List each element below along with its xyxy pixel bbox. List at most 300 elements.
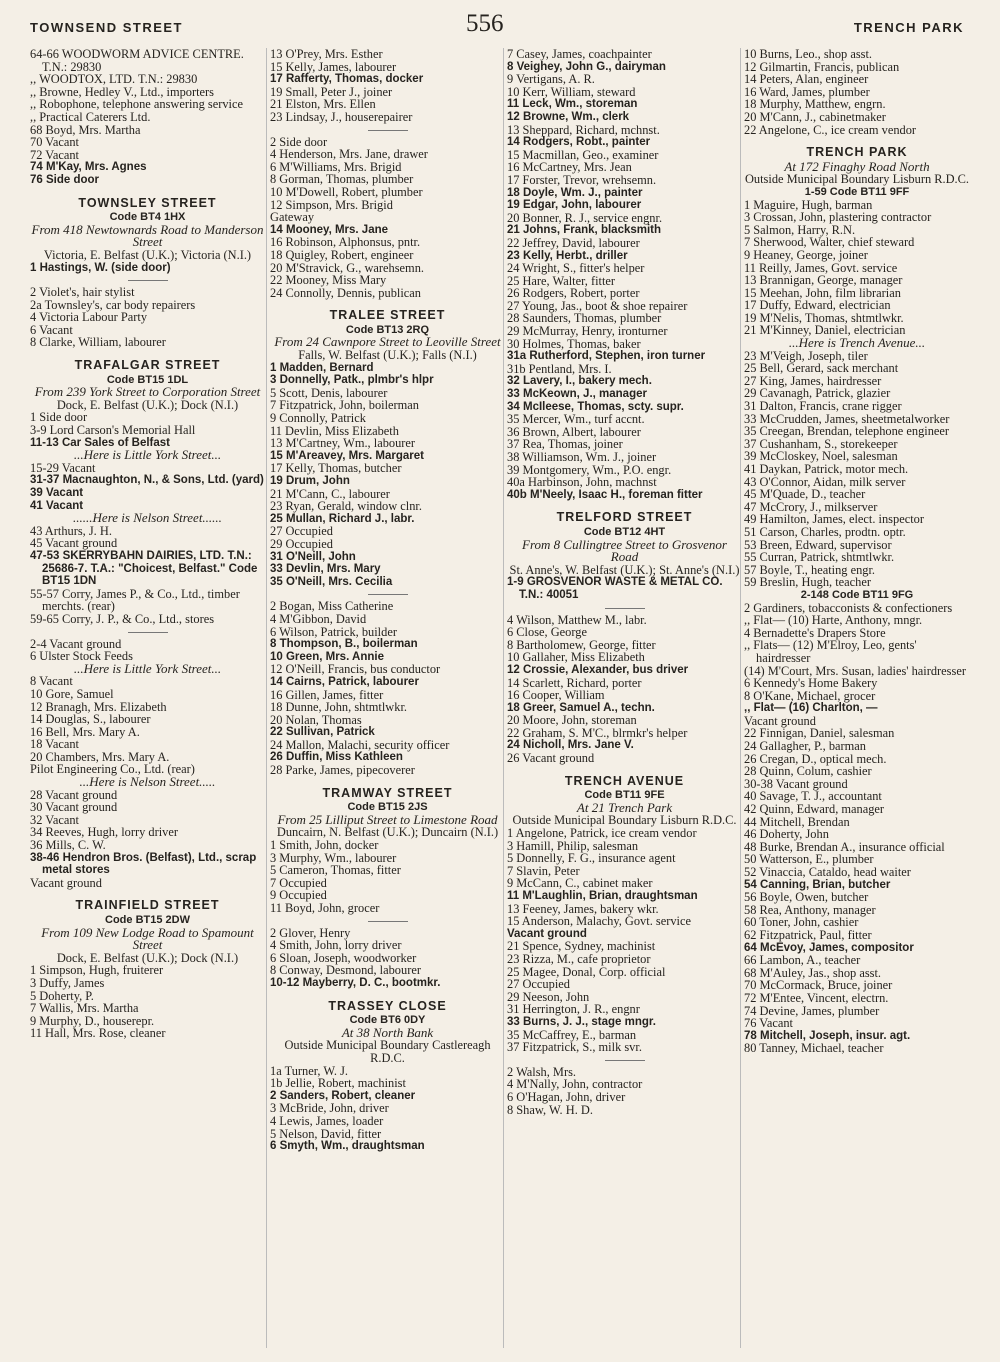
directory-entry: 23 Ryan, Gerald, window clnr. [270, 499, 422, 514]
directory-entry: 2 Side door [270, 134, 328, 149]
directory-entry: 21 M'Kinney, Daniel, electrician [744, 323, 906, 338]
directory-entry-bold: 11 M'Laughlin, Brian, draughtsman [507, 890, 698, 902]
directory-entry: 18 Murphy, Matthew, engrn. [744, 97, 886, 112]
directory-entry: 3 Crossan, John, plastering contractor [744, 210, 932, 225]
directory-entry: 4 M'Nally, John, contractor [507, 1077, 643, 1092]
directory-entry-bold: 39 Vacant [30, 487, 84, 499]
postcode: 2-148 Code BT11 9FG [800, 588, 914, 601]
directory-entry: 16 Robinson, Alphonsus, pntr. [270, 235, 421, 250]
directory-entry: 1 Simpson, Hugh, fruiterer [30, 963, 164, 978]
postcode: Code BT13 2RQ [345, 323, 430, 336]
street-location: ...Here is Little York Street... [73, 447, 222, 463]
directory-entry-bold: 1 Madden, Bernard [270, 361, 374, 374]
directory-entry-bold: 19 Drum, John [270, 475, 350, 487]
directory-entry: 21 Elston, Mrs. Ellen [270, 97, 376, 112]
directory-entry: 22 Finnigan, Daniel, salesman [744, 726, 895, 741]
directory-entry: 2 Gardiners, tobacconists & confectioners [744, 600, 953, 615]
directory-entry: 25 Hare, Walter, fitter [507, 273, 616, 288]
postcode: Code BT15 2JS [347, 801, 428, 814]
directory-entry-bold: 64 McEvoy, James, compositor [744, 941, 914, 954]
directory-entry: 24 Mallon, Malachi, security officer [270, 737, 450, 752]
directory-entry-bold: 14 Cairns, Patrick, labourer [270, 675, 419, 688]
directory-entry-bold: 23 Kelly, Herbt., driller [507, 249, 628, 262]
directory-entry: 16 Cooper, William [507, 688, 605, 703]
directory-entry: 49 Hamilton, James, elect. inspector [744, 512, 924, 527]
directory-entry: 23 Rizza, M., cafe proprietor [507, 951, 651, 966]
directory-entry-bold: 2 Sanders, Robert, cleaner [270, 1089, 416, 1102]
directory-entry-bold: 47-53 SKERRYBAHN DAIRIES, LTD. T.N.: 25686-7. T.A.: "Choicest, Belfast." Code BT15 1DN [30, 549, 258, 588]
directory-entry: 24 Connolly, Dennis, publican [270, 285, 421, 300]
directory-entry: 35 Creegan, Brendan, telephone engineer [744, 424, 950, 439]
directory-entry: 8 Conway, Desmond, labourer [270, 963, 421, 978]
street-location: ...Here is Trench Avenue... [788, 335, 926, 351]
directory-entry-bold: 14 Rodgers, Robt., painter [507, 136, 651, 149]
directory-entry: 37 Cushanham, S., storekeeper [744, 436, 898, 451]
directory-entry-bold: 1-9 GROSVENOR WASTE & METAL CO. T.N.: 40051 [507, 576, 723, 601]
directory-entry: 8 Bartholomew, George, fitter [507, 637, 656, 652]
directory-entry: 2 Glover, Henry [270, 925, 351, 940]
directory-entry-bold: 18 Greer, Samuel A., techn. [507, 701, 655, 714]
directory-entry: 60 Toner, John, cashier [744, 915, 859, 930]
directory-entry: 59 Breslin, Hugh, teacher [744, 575, 871, 590]
directory-entry: 12 Simpson, Mrs. Brigid [270, 197, 393, 212]
column-4 [740, 48, 970, 1348]
directory-entry: 41 Daykan, Patrick, motor mech. [744, 462, 909, 476]
directory-entry: 21 M'Cann, C., labourer [270, 486, 390, 501]
directory-entry: 80 Tanney, Michael, teacher [744, 1041, 884, 1056]
directory-entry-bold: 54 Canning, Brian, butcher [744, 878, 891, 891]
directory-entry: 35 McCaffrey, E., barman [507, 1027, 637, 1042]
directory-entry: 12 Branagh, Mrs. Elizabeth [30, 699, 167, 714]
directory-entry: 72 M'Entee, Vincent, electrn. [744, 990, 889, 1005]
directory-entry: 8 Shaw, W. H. D. [507, 1102, 593, 1117]
directory-entry: 11 Devlin, Miss Elizabeth [270, 423, 399, 438]
street-location: At 38 North Bank [341, 1024, 434, 1040]
directory-entry: 70 McCormack, Bruce, joiner [744, 978, 893, 993]
directory-entry: 11 Hall, Mrs. Rose, cleaner [30, 1026, 166, 1041]
column-3 [503, 48, 742, 1348]
street-location: From 24 Cawnpore Street to Leoville Street [274, 334, 501, 350]
directory-entry: 1 Smith, John, docker [270, 838, 379, 853]
street-heading: TRAINFIELD STREET [75, 898, 220, 913]
directory-entry: 28 Saunders, Thomas, plumber [507, 311, 662, 326]
directory-entry: 6 Kennedy's Home Bakery [744, 676, 878, 691]
directory-entry: 51 Carson, Charles, prodtn. optr. [744, 524, 906, 539]
directory-entry: 47 McCrory, J., milkserver [744, 499, 878, 514]
postcode: Code BT15 1DL [106, 373, 189, 386]
directory-entry-bold: ,, Flat— (16) Charlton, — [744, 702, 878, 715]
directory-entry: 3 Duffy, James [30, 975, 105, 990]
column-1 [30, 48, 265, 1348]
directory-entry: 7 Slavin, Peter [507, 863, 580, 878]
directory-entry: 68 Boyd, Mrs. Martha [30, 122, 141, 137]
postcode: Code BT4 1HX [109, 211, 186, 224]
directory-entry: 16 Bell, Mrs. Mary A. [30, 724, 140, 739]
directory-entry: 22 Mooney, Miss Mary [270, 273, 387, 288]
directory-entry: 13 Feeney, James, bakery wkr. [507, 901, 659, 916]
directory-entry-bold: 3 Donnelly, Patk., plmbr's hlpr [270, 374, 434, 387]
directory-entry: 14 Douglas, S., labourer [30, 712, 151, 727]
directory-entry: 5 Nelson, David, fitter [270, 1126, 382, 1141]
directory-entry: 25 Bell, Gerard, sack merchant [744, 361, 899, 376]
directory-entry: 34 Reeves, Hugh, lorry driver [30, 825, 178, 840]
directory-entry: 17 Kelly, Thomas, butcher [270, 461, 402, 476]
directory-entry: 6 Wilson, Patrick, builder [270, 624, 397, 639]
directory-entry: 20 Chambers, Mrs. Mary A. [30, 749, 170, 764]
directory-entry-bold: 38-46 Hendron Bros. (Belfast), Ltd., scrap metal stores [30, 851, 257, 877]
directory-entry-bold: 76 Side door [30, 173, 100, 186]
directory-entry: 6 Vacant [30, 322, 73, 337]
directory-entry: 2 Walsh, Mrs. [507, 1064, 576, 1079]
directory-entry: 44 Mitchell, Brendan [744, 814, 850, 829]
directory-entry: 16 Gillen, James, fitter [270, 687, 384, 702]
directory-entry: 10 Kerr, William, steward [507, 84, 636, 99]
directory-entry: 39 Montgomery, Wm., P.O. engr. [507, 462, 672, 477]
directory-entry: 22 Angelone, C., ice cream vendor [744, 122, 917, 137]
directory-entry: ,, Practical Caterers Ltd. [30, 109, 151, 124]
street-heading: TRALEE STREET [329, 308, 446, 323]
directory-entry: 4 Wilson, Matthew M., labr. [507, 612, 647, 627]
directory-entry: 29 McMurray, Henry, ironturner [507, 324, 668, 339]
directory-entry: 26 Cregan, D., optical mech. [744, 751, 887, 766]
directory-entry: 30 Holmes, Thomas, baker [507, 336, 641, 351]
running-head-right: TRENCH PARK [853, 20, 964, 35]
directory-entry: 46 Doherty, John [744, 827, 829, 842]
directory-entry: 27 Young, Jas., boot & shoe repairer [507, 298, 688, 313]
directory-entry: 10 Burns, Leo., shop asst. [744, 48, 873, 61]
directory-entry-bold: 21 Johns, Frank, blacksmith [507, 224, 662, 237]
directory-entry: 5 Cameron, Thomas, fitter [270, 863, 401, 878]
directory-entry: 4 M'Gibbon, David [270, 611, 367, 626]
directory-entry: 62 Fitzpatrick, Paul, fitter [744, 927, 872, 942]
directory-entry: 53 Breen, Edward, supervisor [744, 537, 892, 552]
directory-entry: 14 Scarlett, Richard, porter [507, 675, 642, 690]
directory-entry: 8 Clarke, William, labourer [30, 335, 166, 350]
street-location: From 109 New Lodge Road to Spamount Street [41, 924, 254, 953]
directory-entry: 29 Cavanagh, Patrick, glazier [744, 386, 891, 401]
directory-entry: 6 O'Hagan, John, driver [507, 1089, 626, 1104]
directory-entry: Vacant ground [30, 875, 102, 890]
directory-entry: 9 Occupied [270, 888, 327, 903]
directory-entry-bold: 6 Smyth, Wm., draughtsman [270, 1140, 425, 1153]
street-heading: TRELFORD STREET [556, 510, 693, 525]
directory-entry: 7 Sherwood, Walter, chief steward [744, 235, 915, 250]
directory-entry: 6 Ulster Stock Feeds [30, 649, 133, 664]
directory-entry-bold: 14 Mooney, Mrs. Jane [270, 223, 389, 236]
directory-entry: 13 O'Prey, Mrs. Esther [270, 48, 383, 61]
constituency-line: Outside Municipal Boundary Lisburn R.D.C. [512, 813, 737, 828]
directory-entry-bold: 32 Lavery, I., bakery mech. [507, 375, 652, 388]
directory-entry: 9 McCann, C., cabinet maker [507, 876, 653, 891]
separator-rule [368, 130, 408, 131]
directory-entry: 58 Rea, Anthony, manager [744, 902, 876, 917]
street-location: ...Here is Little York Street... [73, 660, 222, 676]
directory-entry: 14 Peters, Alan, engineer [744, 72, 869, 87]
constituency-line: Outside Municipal Boundary Lisburn R.D.C. [744, 172, 970, 187]
directory-entry-bold: 35 O'Neill, Mrs. Cecilia [270, 575, 393, 588]
directory-entry: 9 Murphy, D., houserepr. [30, 1013, 155, 1028]
directory-entry: 56 Boyle, Owen, butcher [744, 890, 869, 905]
directory-entry-bold: 8 Thompson, B., boilerman [270, 638, 418, 651]
directory-entry: 1b Jellie, Robert, machinist [270, 1076, 406, 1091]
directory-entry: 18 Vacant [30, 737, 79, 752]
directory-entry-bold: 10 Green, Mrs. Annie [270, 650, 384, 663]
directory-entry-bold: 11-13 Car Sales of Belfast [30, 436, 170, 449]
directory-entry: 28 Parke, James, pipecoverer [270, 763, 415, 778]
directory-entry: 59-65 Corry, J. P., & Co., Ltd., stores [30, 611, 215, 626]
directory-entry: 37 Rea, Thomas, joiner [507, 437, 623, 452]
directory-entry: 11 Boyd, John, grocer [270, 901, 380, 915]
directory-entry: 1 Maguire, Hugh, barman [744, 197, 873, 212]
directory-entry: 3-9 Lord Carson's Memorial Hall [30, 423, 196, 438]
directory-entry: 2a Townsley's, car body repairers [30, 297, 196, 312]
directory-entry: 10 Gore, Samuel [30, 686, 114, 701]
directory-entry-bold: 33 McKeown, J., manager [507, 388, 647, 401]
directory-entry-bold: 8 Veighey, John G., dairyman [507, 60, 666, 73]
directory-entry: (14) M'Court, Mrs. Susan, ladies' hairdresser [744, 663, 966, 678]
directory-entry-bold: 31-37 Macnaughton, N., & Sons, Ltd. (yard) [30, 474, 264, 487]
directory-entry: 36 Mills, C. W. [30, 838, 106, 853]
street-location: From 25 Lilliput Street to Limestone Road [277, 811, 498, 827]
directory-entry: ,, WOODTOX, LTD. T.N.: 29830 [30, 72, 198, 87]
directory-entry: 37 Fitzpatrick, S., milk svr. [507, 1040, 642, 1055]
postcode: Code BT6 0DY [349, 1014, 426, 1027]
directory-entry-bold: 78 Mitchell, Joseph, insur. agt. [744, 1029, 911, 1042]
directory-entry: 24 Gallagher, P., barman [744, 739, 866, 754]
separator-rule [605, 608, 645, 609]
directory-entry: Vacant ground [744, 713, 816, 728]
directory-entry: 29 Occupied [270, 536, 333, 551]
directory-entry: 42 Quinn, Edward, manager [744, 802, 885, 817]
directory-entry: 74 Devine, James, plumber [744, 1003, 880, 1018]
directory-entry-bold: 34 McIleese, Thomas, scty. supr. [507, 400, 684, 413]
street-location: From 8 Cullingtree Street to Grosvenor Road [522, 536, 727, 565]
directory-entry: 45 M'Quade, D., teacher [744, 487, 866, 502]
directory-entry: 15 Anderson, Malachy, Govt. service [507, 914, 691, 929]
directory-entry: 23 M'Veigh, Joseph, tiler [744, 348, 868, 363]
directory-entry: 12 O'Neill, Francis, bus conductor [270, 662, 441, 677]
directory-entry: 48 Burke, Brendan A., insurance official [744, 839, 945, 854]
directory-entry: 2-4 Vacant ground [30, 636, 122, 651]
postcode: Code BT12 4HT [583, 525, 666, 538]
directory-entry: 20 Nolan, Thomas [270, 712, 362, 727]
constituency-line: Victoria, E. Belfast (U.K.); Victoria (N.I.) [43, 247, 252, 262]
directory-entry: 1 Angelone, Patrick, ice cream vendor [507, 826, 697, 841]
directory-entry: 12 Gilmartin, Francis, publican [744, 59, 900, 74]
directory-entry: 6 Close, George [507, 625, 587, 640]
street-heading: TRENCH AVENUE [564, 773, 685, 788]
directory-entry: 70 Vacant [30, 135, 79, 150]
directory-entry: 22 Jeffrey, David, labourer [507, 235, 640, 250]
separator-rule [368, 594, 408, 595]
directory-entry: 7 Occupied [270, 875, 327, 890]
directory-entry: 4 Lewis, James, loader [270, 1113, 384, 1128]
directory-entry: 30-38 Vacant ground [744, 776, 848, 791]
directory-entry: 11 Reilly, James, Govt. service [744, 260, 898, 275]
page-header [0, 0, 1000, 44]
directory-entry: Pilot Engineering Co., Ltd. (rear) [30, 762, 195, 777]
directory-entry: 26 Vacant ground [507, 751, 595, 766]
directory-entry: 3 Hamill, Philip, salesman [507, 838, 639, 853]
directory-entry: 2 Bogan, Miss Catherine [270, 599, 394, 614]
directory-entry-bold: Vacant ground [507, 927, 587, 940]
directory-entry-bold: 10-12 Mayberry, D. C., bootmkr. [270, 976, 441, 989]
directory-entry: 20 M'Cann, J., cabinetmaker [744, 109, 886, 124]
separator-rule [128, 632, 168, 633]
directory-entry: 1a Turner, W. J. [270, 1063, 348, 1078]
directory-entry: 76 Vacant [744, 1016, 793, 1031]
constituency-line: Duncairn, N. Belfast (U.K.); Duncairn (N.I.) [276, 825, 499, 840]
directory-entry: 17 Duffy, Edward, electrician [744, 298, 891, 313]
directory-entry: 5 Donnelly, F. G., insurance agent [507, 851, 676, 866]
directory-entry: 5 Scott, Denis, labourer [270, 385, 388, 400]
directory-entry: 4 Victoria Labour Party [30, 310, 148, 325]
directory-entry: 19 M'Nelis, Thomas, shtmtlwkr. [744, 310, 904, 325]
directory-entry: 13 Brannigan, George, manager [744, 273, 903, 288]
street-heading: TRAMWAY STREET [322, 785, 453, 800]
street-heading: TRASSEY CLOSE [328, 998, 447, 1013]
directory-entry: 55-57 Corry, James P., & Co., Ltd., timber merchts. (rear) [30, 586, 240, 614]
directory-entry: 18 Quigley, Robert, engineer [270, 247, 414, 262]
directory-entry: 4 Bernadette's Drapers Store [744, 625, 886, 640]
directory-entry: 29 Neeson, John [507, 989, 590, 1004]
constituency-line: Falls, W. Belfast (U.K.); Falls (N.I.) [298, 348, 477, 363]
directory-entry-bold: 24 Nicholl, Mrs. Jane V. [507, 739, 634, 752]
directory-entry-bold: 31a Rutherford, Stephen, iron turner [507, 350, 706, 363]
directory-entry: 40a Harbinson, John, machnst [507, 475, 657, 490]
directory-entry: 52 Vinaccia, Cataldo, head waiter [744, 865, 911, 879]
directory-entry: 15 Meehan, John, film librarian [744, 285, 901, 300]
directory-entry: 55 Curran, Patrick, shtmtlwkr. [744, 550, 895, 565]
directory-entry: 9 Connolly, Patrick [270, 411, 366, 426]
directory-entry-bold: 11 Leck, Wm., storeman [507, 98, 638, 111]
directory-entry: 43 O'Connor, Aidan, milk server [744, 474, 906, 489]
street-heading: TRAFALGAR STREET [74, 358, 221, 373]
street-location: ......Here is Nelson Street...... [73, 510, 222, 526]
directory-entry: 4 Henderson, Mrs. Jane, drawer [270, 147, 428, 162]
street-location: From 239 York Street to Corporation Street [34, 384, 261, 400]
postcode: Code BT15 2DW [105, 914, 190, 926]
directory-entry-bold: 18 Doyle, Wm. J., painter [507, 186, 643, 199]
directory-entry: 4 Smith, John, lorry driver [270, 938, 402, 953]
directory-entry: 40 Savage, T. J., accountant [744, 789, 882, 804]
constituency-line: Dock, E. Belfast (U.K.); Dock (N.I.) [56, 397, 239, 412]
street-location: At 21 Trench Park [576, 799, 673, 815]
constituency-line: Outside Municipal Boundary Castlereagh R.D.C. [284, 1038, 491, 1065]
directory-entry: 10 Gallaher, Miss Elizabeth [507, 650, 645, 665]
street-heading: TOWNSLEY STREET [78, 195, 217, 210]
directory-entry: 28 Quinn, Colum, cashier [744, 764, 872, 779]
constituency-line: St. Anne's, W. Belfast (U.K.); St. Anne's (N.I.) [509, 562, 740, 577]
directory-entry: 66 Lambon, A., teacher [744, 953, 861, 968]
directory-entry: 3 McBride, John, driver [270, 1101, 389, 1116]
directory-entry: 8 Vacant [30, 674, 73, 689]
postcode: Code BT11 9FE [584, 789, 665, 802]
directory-entry: 31 Dalton, Francis, crane rigger [744, 399, 902, 414]
directory-entry-bold: 19 Edgar, John, labourer [507, 199, 642, 212]
directory-entry: 38 Williamson, Wm. J., joiner [507, 450, 657, 464]
directory-entry: 10 M'Dowell, Robert, plumber [270, 184, 423, 199]
directory-entry-bold: 12 Browne, Wm., clerk [507, 110, 630, 123]
directory-entry-bold: 15 M'Areavey, Mrs. Margaret [270, 449, 425, 462]
directory-entry: 39 McCloskey, Noel, salesman [744, 449, 898, 464]
directory-entry: 26 Rodgers, Robert, porter [507, 286, 640, 301]
directory-entry: 35 Mercer, Wm., turf accnt. [507, 412, 645, 427]
directory-entry: 9 Vertigans, A. R. [507, 72, 595, 87]
directory-entry: 31 Herrington, J. R., engnr [507, 1002, 640, 1017]
directory-entry: 8 O'Kane, Michael, grocer [744, 688, 876, 703]
directory-entry: 1 Side door [30, 410, 88, 425]
directory-entry-bold: 33 Burns, J. J., stage mngr. [507, 1015, 656, 1028]
directory-entry-bold: 22 Sullivan, Patrick [270, 726, 375, 739]
directory-entry: 15 Macmillan, Geo., examiner [507, 147, 659, 162]
directory-entry-bold: 1 Hastings, W. (side door) [30, 261, 171, 274]
street-location: From 418 Newtownards Road to Manderson Street [31, 221, 264, 250]
directory-entry: 8 Gorman, Thomas, plumber [270, 172, 414, 187]
directory-entry: 7 Casey, James, coachpainter [507, 48, 652, 61]
directory-entry: 72 Vacant [30, 147, 79, 162]
directory-entry: 43 Arthurs, J. H. [30, 523, 112, 538]
directory-entry: 21 Spence, Sydney, machinist [507, 939, 656, 954]
directory-entry: ,, Robophone, telephone answering service [30, 97, 243, 112]
directory-entry-bold: 31 O'Neill, John [270, 550, 356, 563]
directory-entry: 2 Violet's, hair stylist [30, 285, 135, 300]
directory-entry: 23 Lindsay, J., houserepairer [270, 109, 413, 124]
directory-entry: 20 M'Stravick, G., warehsemn. [270, 260, 424, 275]
postcode: 1-59 Code BT11 9FF [804, 185, 910, 198]
directory-entry: 13 M'Cartney, Wm., labourer [270, 436, 416, 451]
street-location: ...Here is Nelson Street..... [79, 774, 216, 790]
directory-entry: 5 Salmon, Harry, R.N. [744, 222, 856, 237]
directory-entry: 18 Dunne, John, shtmtlwkr. [270, 700, 407, 715]
directory-entry: 6 Sloan, Joseph, woodworker [270, 950, 417, 965]
running-head-left: TOWNSEND STREET [30, 20, 183, 35]
separator-rule [605, 1060, 645, 1061]
directory-entry: 27 Occupied [507, 977, 570, 992]
directory-entry-bold: 33 Devlin, Mrs. Mary [270, 563, 381, 576]
directory-entry: 20 Bonner, R. J., service engnr. [507, 210, 663, 225]
directory-entry: 25 Magee, Donal, Corp. official [507, 964, 666, 979]
directory-entry-bold: 41 Vacant [30, 499, 84, 512]
separator-rule [368, 921, 408, 922]
page-number: 556 [466, 10, 504, 37]
directory-entry: 31b Pentland, Mrs. I. [507, 361, 612, 376]
directory-entry: 36 Brown, Albert, labourer [507, 424, 641, 439]
street-location: At 172 Finaghy Road North [784, 158, 930, 174]
directory-entry: 28 Vacant ground [30, 787, 118, 802]
directory-entry-bold: 17 Rafferty, Thomas, docker [270, 73, 424, 86]
street-heading: TRENCH PARK [806, 145, 908, 160]
directory-entry: 24 Wright, S., fitter's helper [507, 261, 645, 276]
directory-entry: 3 Murphy, Wm., labourer [270, 850, 397, 865]
directory-entry: 22 Graham, S. M'C., blrmkr's helper [507, 725, 688, 740]
directory-entry: 20 Moore, John, storeman [507, 713, 637, 728]
directory-entry: ,, Flats— (12) M'Elroy, Leo, gents' hairdresser [744, 638, 917, 665]
directory-entry: 64-66 WOODWORM ADVICE CENTRE. T.N.: 29830 [30, 48, 244, 74]
directory-entry: 68 M'Auley, Jas., shop asst. [744, 965, 882, 980]
directory-entry-bold: 12 Crossie, Alexander, bus driver [507, 663, 689, 676]
directory-entry: 27 Occupied [270, 524, 333, 539]
directory-entry-bold: 26 Duffin, Miss Kathleen [270, 751, 403, 764]
separator-rule [128, 280, 168, 281]
directory-entry: 27 King, James, hairdresser [744, 373, 882, 388]
directory-entry: 50 Watterson, E., plumber [744, 852, 874, 867]
directory-entry: 16 Ward, James, plumber [744, 84, 870, 99]
directory-entry: 57 Boyle, T., heating engr. [744, 562, 875, 577]
directory-entry: 15-29 Vacant [30, 460, 96, 475]
directory-entry-bold: 40b M'Neely, Isaac H., foreman fitter [507, 488, 703, 501]
directory-entry: 13 Sheppard, Richard, mchnst. [507, 122, 660, 137]
